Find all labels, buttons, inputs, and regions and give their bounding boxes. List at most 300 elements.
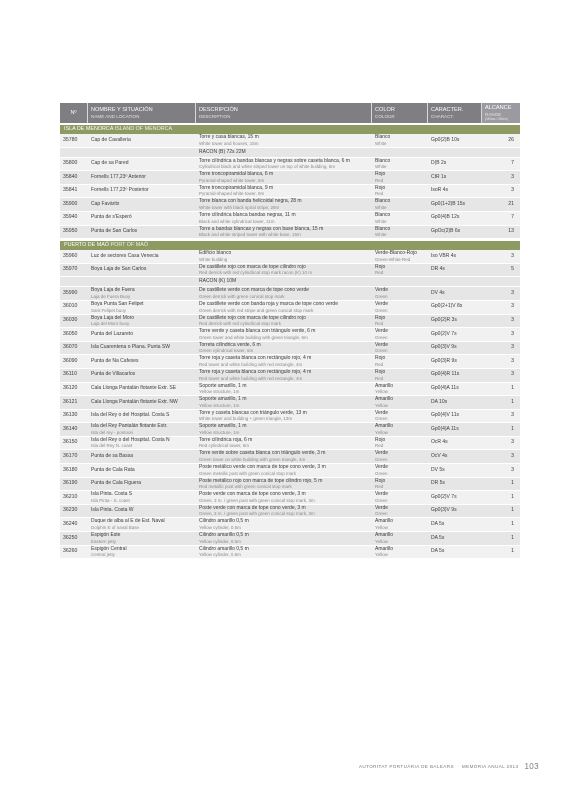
description-en: Red metallic post with green conical stop mark bbox=[199, 484, 292, 490]
name-es: Espigón Central bbox=[91, 545, 127, 552]
range-text: 7 bbox=[511, 214, 514, 221]
character-text: Gp0(1+2)B 15s bbox=[431, 200, 466, 207]
light-range bbox=[482, 450, 520, 463]
description-en: Red tower and white building with red rectangle, 4m bbox=[199, 375, 303, 381]
description-es: Torre roja y caseta blanca con rectángulo rojo, 4 m bbox=[199, 368, 312, 375]
color-en: Red bbox=[375, 191, 384, 197]
light-description bbox=[196, 478, 372, 491]
table-row bbox=[60, 315, 520, 329]
light-description bbox=[196, 396, 372, 409]
character-text: DR 4s bbox=[431, 266, 445, 273]
light-character bbox=[428, 315, 482, 328]
character-text: Gp0(2)V 7s bbox=[431, 493, 457, 500]
light-description bbox=[196, 355, 372, 368]
color-es: Rojo bbox=[375, 314, 386, 321]
light-name bbox=[88, 301, 196, 314]
light-name bbox=[88, 264, 196, 277]
racon-row bbox=[60, 277, 520, 287]
light-number-text: 36120 bbox=[63, 385, 78, 391]
light-description bbox=[196, 437, 372, 450]
description-es: Torre cilíndrica a bandas blancas y negras sobre caseta blanca, 6 m bbox=[199, 157, 350, 164]
range-text: 1 bbox=[511, 493, 514, 500]
light-range bbox=[482, 198, 520, 211]
light-name bbox=[88, 478, 196, 491]
table-row bbox=[60, 396, 520, 410]
description-en: White tower and houses, 15m bbox=[199, 140, 259, 146]
name-es: Punta de sa Bassa bbox=[91, 452, 133, 459]
light-number-text: 35990 bbox=[63, 289, 78, 296]
table-row bbox=[60, 250, 520, 264]
color-en: Yellow bbox=[375, 538, 388, 544]
range-text: 3 bbox=[511, 439, 514, 446]
light-color bbox=[372, 355, 428, 368]
light-number-text: 36180 bbox=[63, 466, 78, 473]
light-character bbox=[428, 355, 482, 368]
character-text: Gp0(2)V 7s bbox=[431, 330, 457, 337]
description-es: Torreta cilíndrica verde, 6 m bbox=[199, 341, 261, 348]
light-range bbox=[482, 171, 520, 184]
light-range bbox=[482, 396, 520, 409]
name-es: Duque de alba al E de Est. Naval bbox=[91, 518, 165, 525]
light-color bbox=[372, 212, 428, 225]
character-text: Gp0(4)A 11s bbox=[431, 425, 459, 432]
range-text: 1 bbox=[511, 520, 514, 527]
color-en: White bbox=[375, 204, 387, 210]
light-number bbox=[60, 328, 88, 341]
light-character bbox=[428, 185, 482, 198]
character-text: Gp0(2)B 10s bbox=[431, 136, 460, 143]
range-text: 3 bbox=[511, 187, 514, 194]
color-es: Blanco bbox=[375, 211, 391, 218]
header-color: COLOR COLOUR bbox=[372, 103, 428, 123]
character-text: Gp0(4)B 12s bbox=[431, 214, 460, 221]
light-number-text: 36121 bbox=[63, 398, 78, 405]
color-en: Red bbox=[375, 375, 384, 381]
light-description bbox=[196, 383, 372, 396]
name-es: Isla Pinta. Costa S bbox=[91, 491, 133, 498]
character-text: IsoR 4s bbox=[431, 187, 448, 194]
light-description bbox=[196, 369, 372, 382]
lights-table bbox=[60, 103, 520, 559]
light-character bbox=[428, 287, 482, 300]
character-text: Gp0(2)R 3s bbox=[431, 317, 457, 324]
light-number-text: 35960 bbox=[63, 252, 78, 259]
character-text: DR 5s bbox=[431, 480, 445, 487]
table-row bbox=[60, 287, 520, 301]
table-row bbox=[60, 198, 520, 212]
character-text: DV 4s bbox=[431, 289, 445, 296]
color-es: Rojo bbox=[375, 263, 386, 270]
name-es: Isla Pinta. Costa W bbox=[91, 507, 134, 514]
light-color bbox=[372, 410, 428, 423]
light-character bbox=[428, 328, 482, 341]
range-text: 3 bbox=[511, 344, 514, 351]
description-en: White tower and building + green triangle, 13m bbox=[199, 416, 293, 422]
table-row bbox=[60, 328, 520, 342]
description-en: Yellow cylinder, 0.5m bbox=[199, 525, 241, 531]
light-color bbox=[372, 198, 428, 211]
description-en: Yellow cylinder, 0.5m bbox=[199, 538, 241, 544]
light-description bbox=[196, 546, 372, 559]
light-range bbox=[482, 328, 520, 341]
light-range bbox=[482, 369, 520, 382]
light-range bbox=[482, 423, 520, 436]
light-number bbox=[60, 198, 88, 211]
color-en: Yellow bbox=[375, 402, 388, 408]
color-es: Blanco bbox=[375, 225, 391, 232]
color-en: Yellow bbox=[375, 429, 388, 435]
light-color bbox=[372, 532, 428, 545]
light-color bbox=[372, 342, 428, 355]
light-character bbox=[428, 491, 482, 504]
name-es: Boya Laja de Fuera bbox=[91, 287, 135, 294]
name-es: Cala Llonga Pantalán flotante Extr. SE bbox=[91, 385, 177, 391]
light-color bbox=[372, 423, 428, 436]
light-description bbox=[196, 158, 372, 171]
light-character bbox=[428, 264, 482, 277]
table-row bbox=[60, 532, 520, 546]
light-name bbox=[88, 491, 196, 504]
description-es: Torre y caseta blancas con triángulo verde, 13 m bbox=[199, 409, 307, 416]
character-text: Gp0(4)R 11s bbox=[431, 371, 460, 378]
light-description bbox=[196, 134, 372, 147]
header-number: Nº bbox=[60, 103, 88, 123]
color-en: Green-White-Red bbox=[375, 256, 411, 262]
description-es: Torre cilíndrica roja, 6 m bbox=[199, 436, 253, 443]
character-text: Gp0(3)V 9s bbox=[431, 344, 457, 351]
light-character bbox=[428, 342, 482, 355]
light-number-text: 36070 bbox=[63, 344, 78, 351]
footer-separator: · bbox=[456, 764, 459, 769]
color-en: White bbox=[375, 232, 387, 238]
table-row bbox=[60, 491, 520, 505]
range-text: 5 bbox=[511, 266, 514, 273]
description-es: De castillete rojo con marca de tope cilindro rojo bbox=[199, 314, 306, 321]
description-en: Green tower on white building with green triangle, 4m bbox=[199, 457, 306, 463]
name-es: Boya Laja de San Carlos bbox=[91, 266, 147, 273]
light-number bbox=[60, 464, 88, 477]
range-text: 3 bbox=[511, 303, 514, 310]
table-row bbox=[60, 355, 520, 369]
light-description bbox=[196, 198, 372, 211]
name-es: Punta de s'Esperó bbox=[91, 214, 132, 221]
light-description bbox=[196, 342, 372, 355]
light-range bbox=[482, 410, 520, 423]
description-es: Torre blanca con banda helicoidal negra, 28 m bbox=[199, 198, 302, 205]
light-character bbox=[428, 171, 482, 184]
light-description bbox=[196, 171, 372, 184]
range-text: 3 bbox=[511, 317, 514, 324]
color-es: Amarillo bbox=[375, 532, 394, 539]
light-name bbox=[88, 342, 196, 355]
color-es: Verde bbox=[375, 504, 389, 511]
section-title bbox=[60, 125, 520, 134]
name-es: Fornells 177,23º Posterior bbox=[91, 187, 149, 194]
color-es: Blanco bbox=[375, 134, 391, 140]
color-en: Red bbox=[375, 177, 384, 183]
color-es: Verde bbox=[375, 450, 389, 457]
light-character bbox=[428, 423, 482, 436]
color-en: Green bbox=[375, 307, 388, 313]
light-range bbox=[482, 464, 520, 477]
description-es: Torre roja y caseta blanca con rectángulo rojo, 4 m bbox=[199, 355, 312, 362]
range-text: 3 bbox=[511, 173, 514, 180]
description-en: Green, 3 m. / green post with green conical stop mark, 3m bbox=[199, 497, 315, 503]
racon-text: RACON (B) 72s 22M bbox=[199, 148, 246, 155]
light-character bbox=[428, 505, 482, 518]
light-description bbox=[196, 464, 372, 477]
description-en: Black and white striped tower with white base, 15m bbox=[199, 232, 301, 238]
name-en: Eastern jetty bbox=[91, 538, 117, 544]
light-name bbox=[88, 410, 196, 423]
table-row bbox=[60, 546, 520, 560]
light-color bbox=[372, 491, 428, 504]
name-en: Isla Pinta - S. coast bbox=[91, 497, 130, 503]
description-en: Yellow structure, 1m bbox=[199, 389, 240, 395]
racon-text: RACON (K) 10M bbox=[199, 278, 237, 285]
light-character bbox=[428, 198, 482, 211]
light-color bbox=[372, 315, 428, 328]
light-name bbox=[88, 355, 196, 368]
light-name bbox=[88, 518, 196, 531]
light-number bbox=[60, 250, 88, 263]
light-number bbox=[60, 226, 88, 239]
color-en: Yellow bbox=[375, 552, 388, 558]
light-number bbox=[60, 264, 88, 277]
light-number bbox=[60, 396, 88, 409]
light-character bbox=[428, 301, 482, 314]
description-es: Poste verde con marca de tope cono verde, 3 m bbox=[199, 491, 306, 498]
color-en: White bbox=[375, 164, 387, 170]
name-es: Punta de Villacarlos bbox=[91, 371, 136, 378]
light-number-text: 36150 bbox=[63, 439, 78, 446]
table-row bbox=[60, 464, 520, 478]
range-text: 26 bbox=[508, 136, 514, 143]
color-es: Rojo bbox=[375, 477, 386, 484]
color-en: Green bbox=[375, 457, 388, 463]
light-number-text: 36140 bbox=[63, 425, 78, 432]
name-es: Fornells 177,23º Anterior bbox=[91, 173, 146, 180]
light-name bbox=[88, 198, 196, 211]
header-character: CARACTER. CHARACT. bbox=[428, 103, 482, 123]
name-en: Laja de Fuera Buoy bbox=[91, 293, 131, 299]
light-name bbox=[88, 546, 196, 559]
light-character bbox=[428, 410, 482, 423]
light-description bbox=[196, 287, 372, 300]
light-range bbox=[482, 134, 520, 147]
light-number-text: 36010 bbox=[63, 303, 78, 310]
light-name bbox=[88, 450, 196, 463]
name-es: Isla del Rey o del Hospital. Costa S bbox=[91, 412, 170, 419]
footer-org: AUTORITAT PORTUÀRIA DE BALEARS bbox=[358, 764, 454, 769]
light-character bbox=[428, 437, 482, 450]
light-name bbox=[88, 505, 196, 518]
light-description bbox=[196, 226, 372, 239]
description-es: Torre y casa blancas, 15 m bbox=[199, 134, 259, 140]
description-es: Torre verde sobre caseta blanca con triángulo verde, 3 m bbox=[199, 450, 326, 457]
color-es: Amarillo bbox=[375, 518, 394, 525]
character-text: DA 5s bbox=[431, 534, 445, 541]
light-number bbox=[60, 185, 88, 198]
color-es: Verde bbox=[375, 409, 389, 416]
description-en: White building bbox=[199, 256, 228, 262]
light-name bbox=[88, 212, 196, 225]
light-character bbox=[428, 396, 482, 409]
light-description bbox=[196, 301, 372, 314]
light-number bbox=[60, 212, 88, 225]
light-range bbox=[482, 185, 520, 198]
character-text: Gp0(3)V 9s bbox=[431, 507, 457, 514]
light-name bbox=[88, 250, 196, 263]
range-text: 3 bbox=[511, 252, 514, 259]
light-number-text: 36170 bbox=[63, 452, 78, 459]
page-footer bbox=[359, 762, 539, 771]
table-row bbox=[60, 505, 520, 519]
light-number-text: 35900 bbox=[63, 200, 78, 207]
light-number-text: 36110 bbox=[63, 371, 78, 378]
description-en: Black and white cylindrical tower, 11m bbox=[199, 218, 275, 224]
description-es: De castillete verde con marca de tope cono verde bbox=[199, 287, 310, 294]
description-es: Torre verde y caseta blanca con triángulo verde, 6 m bbox=[199, 328, 316, 335]
description-es: Poste metálico verde con marca de tope cono verde, 3 m bbox=[199, 464, 326, 471]
light-range bbox=[482, 315, 520, 328]
name-es: Punta de San Carlos bbox=[91, 228, 138, 235]
name-es: Cap Favàritx bbox=[91, 200, 120, 207]
light-name bbox=[88, 423, 196, 436]
color-es: Verde bbox=[375, 300, 389, 307]
table-row bbox=[60, 518, 520, 532]
section-title-en: ISLAND OF MENORCA bbox=[114, 126, 173, 132]
light-name bbox=[88, 287, 196, 300]
name-es: Cap de Cavalleria bbox=[91, 136, 131, 143]
light-description bbox=[196, 410, 372, 423]
description-es: Torre troncopiramidal blanca, 9 m bbox=[199, 184, 274, 191]
description-es: Soporte amarillo, 1 m bbox=[199, 423, 247, 430]
color-en: Green bbox=[375, 497, 388, 503]
color-es: Rojo bbox=[375, 171, 386, 178]
light-number bbox=[60, 369, 88, 382]
color-en: Green bbox=[375, 334, 388, 340]
light-description bbox=[196, 264, 372, 277]
range-text: 1 bbox=[511, 507, 514, 514]
light-number bbox=[60, 518, 88, 531]
light-description bbox=[196, 328, 372, 341]
light-number-text: 35780 bbox=[63, 136, 78, 143]
character-text: Gp0(4)V 11s bbox=[431, 412, 459, 419]
footer-report: MEMÒRIA ANUAL 2013 bbox=[461, 764, 519, 769]
description-es: De castillete rojo con marca de tope cilindro rojo bbox=[199, 263, 306, 270]
light-range bbox=[482, 158, 520, 171]
light-character bbox=[428, 546, 482, 559]
name-es: Isla Cuarentena o Plana. Punta SW bbox=[91, 344, 170, 351]
light-character bbox=[428, 158, 482, 171]
description-en: Red derrick with red cylindrical stop mark racon (K) 10 m bbox=[199, 270, 313, 276]
color-es: Verde bbox=[375, 287, 389, 294]
light-number-text: 36250 bbox=[63, 534, 78, 541]
light-character bbox=[428, 134, 482, 147]
light-name bbox=[88, 171, 196, 184]
description-en: Red tower and white building with red rectangle, 4m bbox=[199, 361, 303, 367]
color-es: Rojo bbox=[375, 355, 386, 362]
light-name bbox=[88, 226, 196, 239]
description-en: Pyramid-shaped white tower, 9m bbox=[199, 191, 265, 197]
light-character bbox=[428, 369, 482, 382]
light-number-text: 36210 bbox=[63, 493, 78, 500]
description-en: Cylindrical black and white striped tower on top of white building, 6m bbox=[199, 164, 336, 170]
light-color bbox=[372, 518, 428, 531]
color-en: Red bbox=[375, 484, 384, 490]
light-color bbox=[372, 185, 428, 198]
table-row bbox=[60, 478, 520, 492]
light-character bbox=[428, 450, 482, 463]
light-description bbox=[196, 315, 372, 328]
light-description bbox=[196, 250, 372, 263]
name-en: Isla del rey - pontoon bbox=[91, 429, 134, 435]
table-row bbox=[60, 369, 520, 383]
name-es: Punta de Na Cafexes bbox=[91, 357, 139, 364]
character-text: DA 5s bbox=[431, 520, 445, 527]
light-color bbox=[372, 301, 428, 314]
description-es: Torre troncopiramidal blanca, 6 m bbox=[199, 171, 274, 178]
light-range bbox=[482, 250, 520, 263]
section-title-en: PORT OF MAÓ bbox=[110, 242, 149, 249]
color-es: Verde bbox=[375, 328, 389, 335]
light-description bbox=[196, 532, 372, 545]
table-row bbox=[60, 185, 520, 199]
light-color bbox=[372, 250, 428, 263]
table-row bbox=[60, 134, 520, 148]
light-color bbox=[372, 383, 428, 396]
color-en: Green bbox=[375, 416, 388, 422]
range-text: 1 bbox=[511, 534, 514, 541]
light-description bbox=[196, 185, 372, 198]
light-name bbox=[88, 464, 196, 477]
color-en: Green bbox=[375, 470, 388, 476]
description-en: Yellow structure, 1m bbox=[199, 402, 240, 408]
light-color bbox=[372, 158, 428, 171]
light-color bbox=[372, 464, 428, 477]
color-es: Verde-Blanco-Rojo bbox=[375, 250, 417, 257]
table-row bbox=[60, 301, 520, 315]
color-en: Green bbox=[375, 348, 388, 354]
light-number bbox=[60, 478, 88, 491]
light-number bbox=[60, 171, 88, 184]
description-en: Green, 3 m. / green post with green conical stop mark, 3m bbox=[199, 511, 315, 517]
table-row bbox=[60, 423, 520, 437]
description-es: Torre a bandas blancas y negras con base blanca, 15 m bbox=[199, 225, 324, 232]
color-en: Yellow bbox=[375, 389, 388, 395]
light-name bbox=[88, 437, 196, 450]
description-es: Poste verde con marca de tope cono verde, 3 m bbox=[199, 504, 306, 511]
name-es: Isla del Rey o del Hospital. Costa N bbox=[91, 436, 170, 443]
light-number-text: 36050 bbox=[63, 330, 78, 337]
description-en: Green tower and white building with green triangle, 6m bbox=[199, 334, 308, 340]
character-text: Gp0(2+1)V 8s bbox=[431, 303, 463, 310]
light-number bbox=[60, 450, 88, 463]
name-en: Dolphin E of naval Base bbox=[91, 525, 140, 531]
light-number bbox=[60, 301, 88, 314]
character-text: D(B 2s bbox=[431, 160, 447, 167]
light-color bbox=[372, 478, 428, 491]
name-en: Sant Felipet buoy bbox=[91, 307, 127, 313]
light-number-text: 36240 bbox=[63, 520, 78, 527]
name-es: Isla del Rey Pantalán flotante Extr. bbox=[91, 423, 168, 430]
color-en: White bbox=[375, 140, 387, 146]
range-text: 13 bbox=[508, 228, 514, 235]
character-text: Iso VBR 4s bbox=[431, 252, 457, 259]
light-number bbox=[60, 287, 88, 300]
light-number-text: 36230 bbox=[63, 507, 78, 514]
